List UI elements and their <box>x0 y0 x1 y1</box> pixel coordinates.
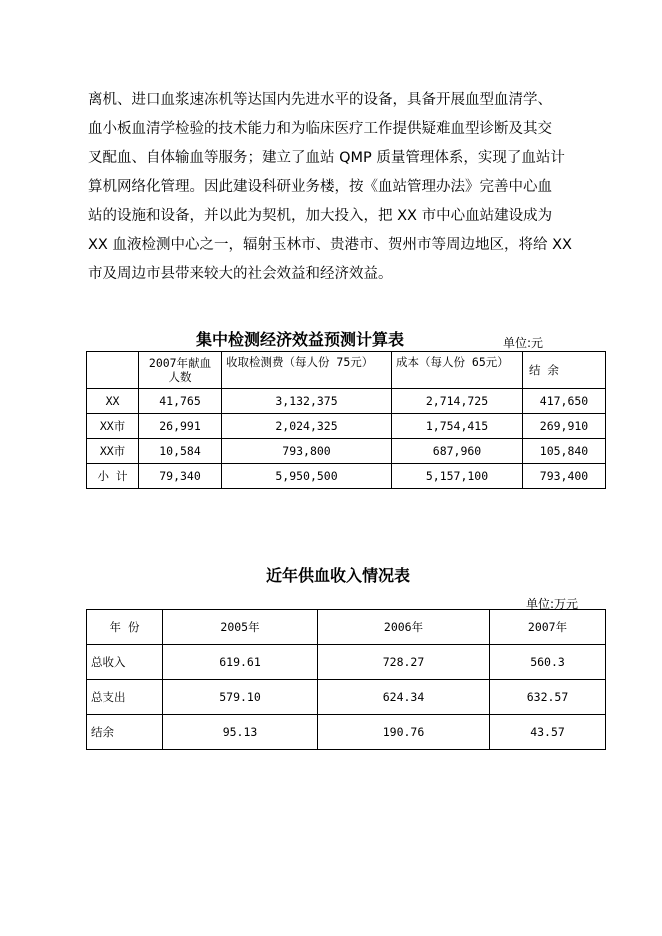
cost-cell: 5,157,100 <box>392 464 523 489</box>
paragraph-line: 算机网络化管理。因此建设科研业务楼，按《血站管理办法》完善中心血 <box>88 179 552 195</box>
paragraph-line: 叉配血、自体输血等服务；建立了血站 QMP 质量管理体系，实现了血站计 <box>88 150 565 166</box>
value-2006: 190.76 <box>318 715 490 750</box>
paragraph-line: 站的设施和设备，并以此为契机，加大投入，把 XX 市中心血站建设成为 <box>88 208 553 224</box>
header-donors-line1: 2007年献血 <box>148 356 212 370</box>
header-year-label: 年 份 <box>87 610 163 645</box>
cost-cell: 2,714,725 <box>392 389 523 414</box>
table-row <box>87 439 606 464</box>
value-2005: 619.61 <box>163 645 318 680</box>
value-2005: 579.10 <box>163 680 318 715</box>
header-donors-line2: 人数 <box>168 370 192 384</box>
table1-title: 集中检测经济效益预测计算表 <box>196 330 405 349</box>
header-donors <box>139 352 222 389</box>
balance-cell: 417,650 <box>523 389 606 414</box>
header-2006: 2006年 <box>318 610 490 645</box>
table-row <box>87 645 606 680</box>
economic-benefit-table <box>86 351 606 489</box>
table1-unit: 单位:元 <box>503 336 544 350</box>
row-label: 结余 <box>87 715 163 750</box>
fee-cell: 3,132,375 <box>222 389 392 414</box>
header-balance: 结 余 <box>523 352 606 389</box>
cost-cell: 687,960 <box>392 439 523 464</box>
value-2005: 95.13 <box>163 715 318 750</box>
row-label: XX市 <box>87 414 139 439</box>
row-label: 小 计 <box>87 464 139 489</box>
table2-unit: 单位:万元 <box>526 597 579 611</box>
header-blank-cell <box>87 352 139 389</box>
table-header-row <box>87 610 606 645</box>
table-row <box>87 414 606 439</box>
value-2007: 632.57 <box>490 680 606 715</box>
row-label: 总收入 <box>87 645 163 680</box>
value-2006: 624.34 <box>318 680 490 715</box>
header-2007: 2007年 <box>490 610 606 645</box>
table2-title: 近年供血收入情况表 <box>266 566 411 585</box>
donors-cell: 26,991 <box>139 414 222 439</box>
table-row <box>87 715 606 750</box>
value-2007: 43.57 <box>490 715 606 750</box>
value-2007: 560.3 <box>490 645 606 680</box>
row-label: XX <box>87 389 139 414</box>
table-row <box>87 389 606 414</box>
fee-cell: 2,024,325 <box>222 414 392 439</box>
paragraph-line: XX 血液检测中心之一，辐射玉林市、贵港市、贺州市等周边地区，将给 XX <box>88 237 572 253</box>
row-label: XX市 <box>87 439 139 464</box>
fee-cell: 5,950,500 <box>222 464 392 489</box>
balance-cell: 105,840 <box>523 439 606 464</box>
balance-cell: 269,910 <box>523 414 606 439</box>
cost-cell: 1,754,415 <box>392 414 523 439</box>
value-2006: 728.27 <box>318 645 490 680</box>
header-fee: 收取检测费（每人份 75元） <box>222 352 392 389</box>
donors-cell: 41,765 <box>139 389 222 414</box>
table-header-row <box>87 352 606 389</box>
body-paragraph <box>88 86 606 289</box>
paragraph-line: 血小板血清学检验的技术能力和为临床医疗工作提供疑难血型诊断及其交 <box>88 121 552 137</box>
table-row <box>87 680 606 715</box>
fee-cell: 793,800 <box>222 439 392 464</box>
table-row-subtotal <box>87 464 606 489</box>
paragraph-line: 市及周边市县带来较大的社会效益和经济效益。 <box>88 266 393 282</box>
blood-supply-income-table <box>86 609 606 750</box>
header-2005: 2005年 <box>163 610 318 645</box>
paragraph-line: 离机、进口血浆速冻机等达国内先进水平的设备，具备开展血型血清学、 <box>88 92 552 108</box>
donors-cell: 79,340 <box>139 464 222 489</box>
header-cost: 成本（每人份 65元） <box>392 352 523 389</box>
balance-cell: 793,400 <box>523 464 606 489</box>
donors-cell: 10,584 <box>139 439 222 464</box>
row-label: 总支出 <box>87 680 163 715</box>
